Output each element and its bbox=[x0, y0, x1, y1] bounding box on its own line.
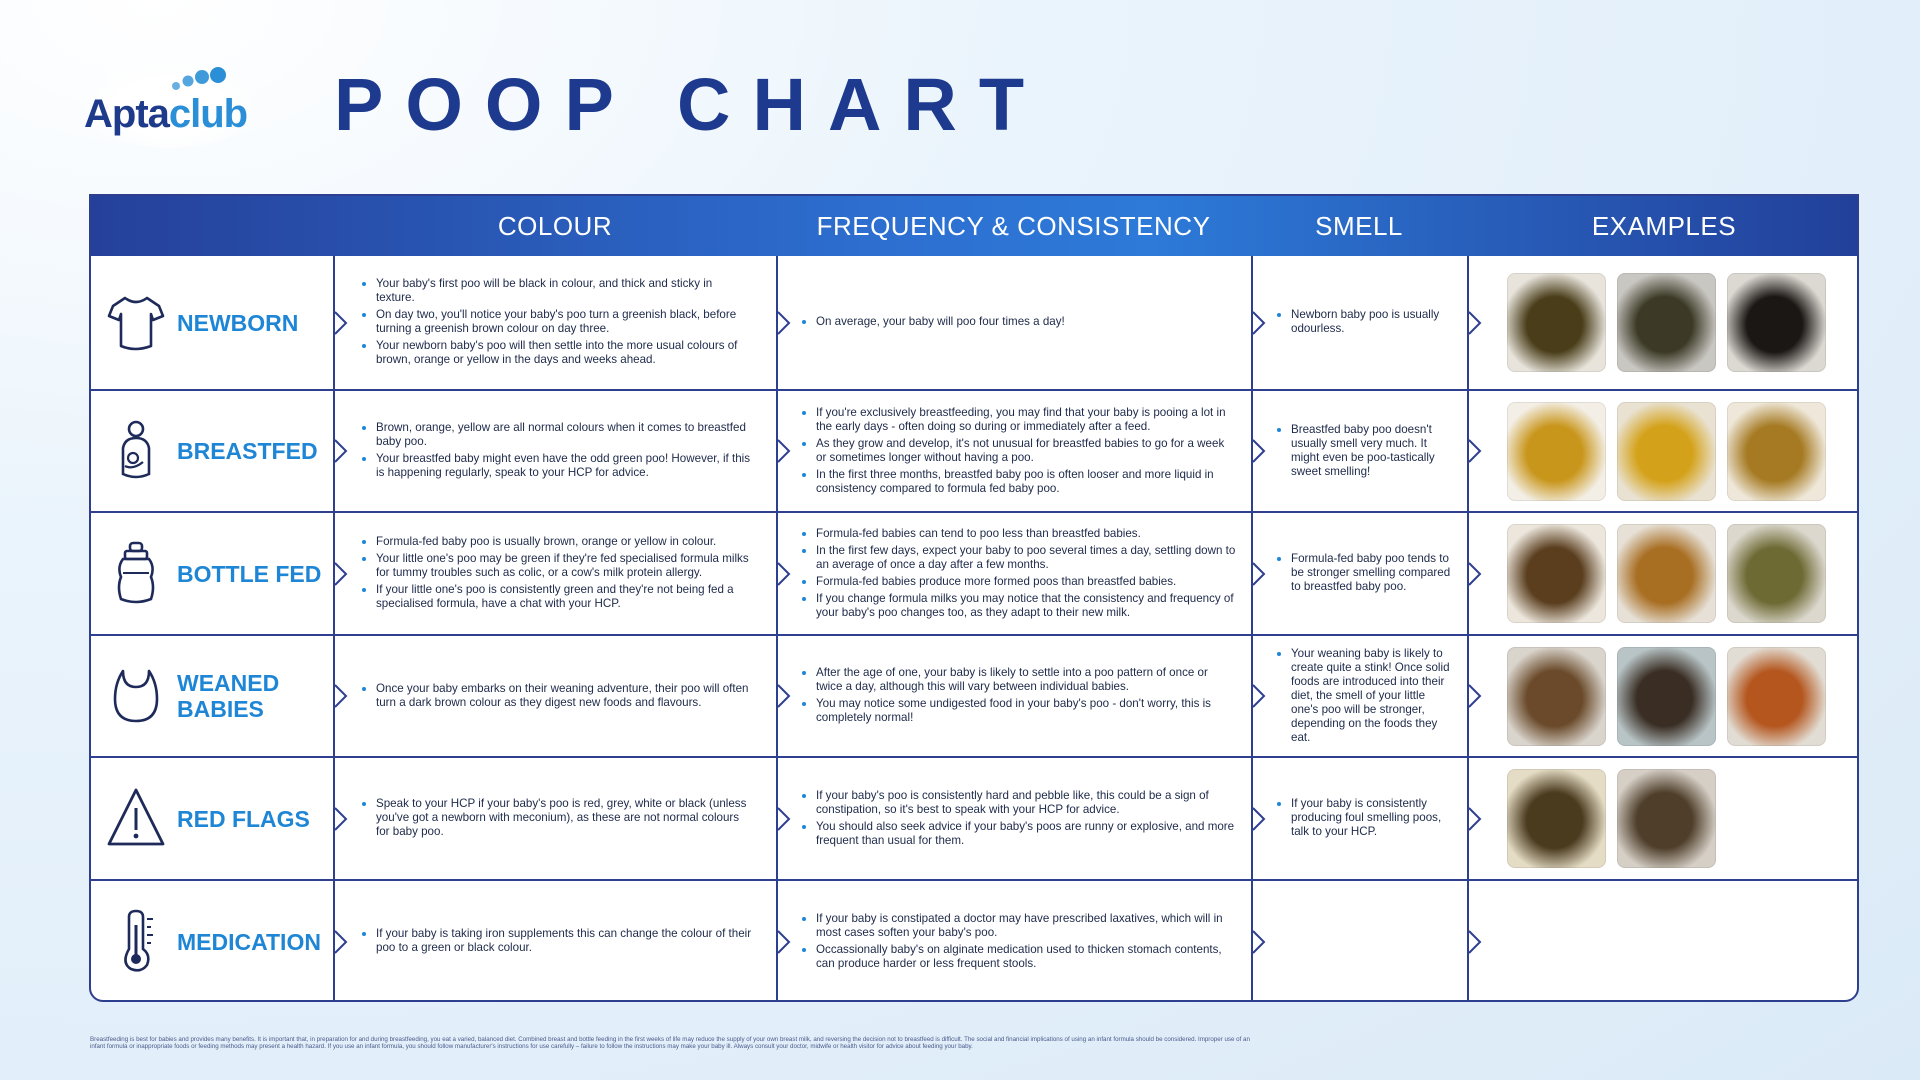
frequency-list bbox=[798, 313, 1065, 332]
newborn-example-2-photo bbox=[1617, 273, 1716, 372]
list-item: Your breastfed baby might even have the odd green poo! However, if this is happening regularly, speak to your HCP for advice. bbox=[376, 452, 751, 479]
list-item: In the first three months, breastfed baby poo is often looser and more liquid in consistency compared to formula fed baby poo. bbox=[816, 468, 1237, 496]
chevron-right-icon bbox=[334, 930, 348, 954]
bottle-fed-example-3-photo bbox=[1727, 524, 1826, 623]
weaned-example-2-photo bbox=[1617, 647, 1716, 746]
bottle-fed-example-1-photo bbox=[1507, 524, 1606, 623]
chevron-right-icon bbox=[1252, 807, 1266, 831]
logo-wordmark: Aptaclub bbox=[84, 92, 248, 136]
header-frequency: FREQUENCY & CONSISTENCY bbox=[816, 211, 1211, 241]
chevron-right-icon bbox=[1468, 930, 1482, 954]
bottle-fed-example-2-photo bbox=[1617, 524, 1716, 623]
frequency-list bbox=[798, 404, 1237, 499]
list-item: Once your baby embarks on their weaning adventure, their poo will often turn a dark brown colour as they digest new foods and flavours. bbox=[376, 682, 752, 710]
frequency-cell bbox=[776, 256, 1251, 389]
table-row bbox=[91, 511, 1857, 634]
thermometer-icon bbox=[105, 909, 167, 975]
row-label bbox=[91, 636, 333, 756]
list-item: Breastfed baby poo doesn't usually smell very much. It might even be poo-tastically sweet smelling! bbox=[1291, 423, 1455, 479]
chevron-right-icon bbox=[777, 439, 791, 463]
warning-icon bbox=[105, 786, 167, 852]
chevron-right-icon bbox=[334, 562, 348, 586]
smell-cell bbox=[1251, 881, 1467, 1002]
chevron-right-icon bbox=[777, 807, 791, 831]
list-item: Speak to your HCP if your baby's poo is red, grey, white or black (unless you've got a newborn with meconium), as these are not normal colours for baby poo. bbox=[376, 797, 752, 839]
red-flags-example-1-photo bbox=[1507, 769, 1606, 868]
examples-cell bbox=[1467, 636, 1859, 756]
chevron-right-icon bbox=[1468, 439, 1482, 463]
frequency-cell bbox=[776, 758, 1251, 879]
chevron-right-icon bbox=[1252, 684, 1266, 708]
list-item: If your little one's poo is consistently green and they're not being fed a specialised formula, have a chat with your HCP. bbox=[376, 583, 752, 611]
breastfed-example-2-photo bbox=[1617, 402, 1716, 501]
red-flags-example-2-photo bbox=[1617, 769, 1716, 868]
smell-list bbox=[1273, 306, 1455, 339]
examples-cell bbox=[1467, 758, 1859, 879]
smell-cell bbox=[1251, 636, 1467, 756]
chevron-right-icon bbox=[334, 684, 348, 708]
row-label-text: NEWBORN bbox=[177, 309, 299, 336]
row-label-text: BOTTLE FED bbox=[177, 560, 322, 587]
colour-cell bbox=[334, 513, 776, 634]
frequency-list bbox=[798, 525, 1237, 623]
examples-cell bbox=[1467, 256, 1859, 389]
smell-cell bbox=[1251, 256, 1467, 389]
table-row bbox=[91, 756, 1857, 879]
header-examples: EXAMPLES bbox=[1591, 211, 1737, 241]
table-row bbox=[91, 879, 1857, 1002]
breastfed-example-1-photo bbox=[1507, 402, 1606, 501]
chevron-right-icon bbox=[1252, 562, 1266, 586]
list-item: If your baby's poo is consistently hard and pebble like, this could be a sign of constipation, so it's best to speak with your HCP for advice. bbox=[816, 789, 1237, 817]
chevron-right-icon bbox=[777, 930, 791, 954]
list-item: If you're exclusively breastfeeding, you may find that your baby is pooing a lot in the early days - often doing so during or immediately after a feed. bbox=[816, 406, 1237, 434]
frequency-list bbox=[798, 787, 1237, 851]
list-item: Formula-fed baby poo tends to be stronger smelling compared to breastfed baby poo. bbox=[1291, 552, 1455, 594]
colour-cell bbox=[334, 881, 776, 1002]
row-label bbox=[91, 881, 333, 1002]
list-item: Brown, orange, yellow are all normal colours when it comes to breastfed baby poo. bbox=[376, 421, 752, 449]
list-item: Your little one's poo may be green if they're fed specialised formula milks for tummy troubles such as colic, or a cow's milk protein allergy. bbox=[376, 552, 752, 580]
row-label bbox=[91, 758, 333, 879]
table-row bbox=[91, 256, 1857, 389]
colour-list bbox=[358, 925, 752, 958]
bib-icon bbox=[105, 663, 167, 729]
chevron-right-icon bbox=[777, 562, 791, 586]
row-label-line: WEANED bbox=[177, 670, 280, 696]
colour-cell bbox=[334, 758, 776, 879]
colour-cell bbox=[334, 391, 776, 511]
weaned-example-1-photo bbox=[1507, 647, 1606, 746]
baby-bottle-icon bbox=[105, 541, 167, 607]
row-label-text: RED FLAGS bbox=[177, 805, 310, 832]
list-item: Your weaning baby is likely to create quite a stink! Once solid foods are introduced into their diet, the smell of your little one's poo will be stronger, depending on the foods they eat. bbox=[1291, 647, 1455, 745]
list-item: On average, your baby will poo four times a day! bbox=[816, 315, 1065, 328]
newborn-example-3-photo bbox=[1727, 273, 1826, 372]
list-item: If you change formula milks you may notice that the consistency and frequency of your baby's poo changes too, as they adapt to their new milk. bbox=[816, 592, 1237, 620]
row-label-line: BABIES bbox=[177, 696, 264, 722]
row-label-text bbox=[177, 670, 279, 722]
list-item: After the age of one, your baby is likely to settle into a poo pattern of once or twice a day, although this will vary between individual babies. bbox=[816, 666, 1237, 694]
onesie-icon bbox=[105, 290, 167, 356]
row-label bbox=[91, 391, 333, 511]
smell-cell bbox=[1251, 391, 1467, 511]
poop-chart-table bbox=[89, 194, 1859, 1002]
smell-cell bbox=[1251, 513, 1467, 634]
list-item: Your baby's first poo will be black in colour, and thick and sticky in texture. bbox=[376, 277, 752, 305]
chevron-right-icon bbox=[334, 807, 348, 831]
examples-cell bbox=[1467, 391, 1859, 511]
examples-cell bbox=[1467, 513, 1859, 634]
breastfed-example-3-photo bbox=[1727, 402, 1826, 501]
list-item: Newborn baby poo is usually odourless. bbox=[1291, 308, 1455, 336]
smell-list bbox=[1273, 550, 1455, 597]
row-label bbox=[91, 513, 333, 634]
chevron-right-icon bbox=[1252, 311, 1266, 335]
chevron-right-icon bbox=[1468, 684, 1482, 708]
list-item: If your baby is consistently producing foul smelling poos, talk to your HCP. bbox=[1291, 797, 1455, 839]
disclaimer-footer: Breastfeeding is best for babies and provides many benefits. It is important that, in preparation for and during breastfeeding, you eat a varied, balanced diet. Combined breast and bottle feeding in the first weeks of life may reduce the supply of your own breast milk, and reversing the decision not to breastfeed is difficult. The social and financial implications of using an infant formula should be considered. Improper use of an infant formula or inappropriate foods or feeding methods may present a health hazard. If you use an infant formula, you should follow manufacturer's instructions for use carefully – failure to follow the instructions may make your baby ill. Always consult your doctor, midwife or health visitor for advice about feeding your baby. bbox=[90, 1036, 1250, 1051]
newborn-example-1-photo bbox=[1507, 273, 1606, 372]
frequency-cell bbox=[776, 881, 1251, 1002]
chevron-right-icon bbox=[334, 311, 348, 335]
frequency-cell bbox=[776, 391, 1251, 511]
chevron-right-icon bbox=[334, 439, 348, 463]
list-item: Occassionally baby's on alginate medication used to thicken stomach contents, can produce harder or less frequent stools. bbox=[816, 943, 1237, 971]
row-label bbox=[91, 256, 333, 389]
colour-cell bbox=[334, 636, 776, 756]
header-colour: COLOUR bbox=[497, 211, 613, 241]
examples-cell bbox=[1467, 881, 1859, 1002]
row-label-text: MEDICATION bbox=[177, 928, 321, 955]
list-item: Formula-fed baby poo is usually brown, orange or yellow in colour. bbox=[376, 535, 752, 549]
smell-list bbox=[1273, 795, 1455, 842]
frequency-list bbox=[798, 664, 1237, 728]
chevron-right-icon bbox=[1468, 311, 1482, 335]
chevron-right-icon bbox=[1468, 562, 1482, 586]
colour-list bbox=[358, 275, 752, 370]
list-item: On day two, you'll notice your baby's poo turn a greenish black, before turning a greenish brown colour on day three. bbox=[376, 308, 752, 336]
colour-list bbox=[358, 419, 752, 483]
list-item: You may notice some undigested food in your baby's poo - don't worry, this is completely normal! bbox=[816, 697, 1237, 725]
weaned-example-3-photo bbox=[1727, 647, 1826, 746]
chevron-right-icon bbox=[1252, 439, 1266, 463]
list-item: You should also seek advice if your baby's poos are runny or explosive, and more frequent than usual for them. bbox=[816, 820, 1237, 848]
colour-list bbox=[358, 795, 752, 842]
chevron-right-icon bbox=[1252, 930, 1266, 954]
header-smell: SMELL bbox=[1315, 211, 1403, 241]
list-item: In the first few days, expect your baby to poo several times a day, settling down to an average of once a day after a few months. bbox=[816, 543, 1236, 571]
list-item: Formula-fed babies produce more formed poos than breastfed babies. bbox=[816, 575, 1237, 589]
smell-list bbox=[1273, 645, 1455, 748]
colour-cell bbox=[334, 256, 776, 389]
frequency-list bbox=[798, 910, 1237, 974]
table-row bbox=[91, 634, 1857, 756]
aptaclub-logo bbox=[80, 58, 260, 148]
frequency-cell bbox=[776, 513, 1251, 634]
smell-list bbox=[1273, 421, 1455, 482]
row-label-text: BREASTFED bbox=[177, 438, 318, 464]
page-title: POOP CHART bbox=[334, 63, 1047, 146]
chevron-right-icon bbox=[1468, 807, 1482, 831]
list-item: If your baby is taking iron supplements this can change the colour of their poo to a green or black colour. bbox=[376, 927, 752, 954]
chevron-right-icon bbox=[777, 684, 791, 708]
table-header bbox=[91, 196, 1857, 256]
chevron-right-icon bbox=[777, 311, 791, 335]
mother-baby-icon bbox=[105, 418, 167, 484]
frequency-cell bbox=[776, 636, 1251, 756]
smell-cell bbox=[1251, 758, 1467, 879]
colour-list bbox=[358, 533, 752, 614]
table-row bbox=[91, 389, 1857, 511]
list-item: As they grow and develop, it's not unusual for breastfed babies to go for a week or sometimes longer without having a poo. bbox=[816, 437, 1237, 465]
list-item: If your baby is constipated a doctor may have prescribed laxatives, which will in most cases soften your baby's poo. bbox=[816, 912, 1237, 940]
list-item: Formula-fed babies can tend to poo less than breastfed babies. bbox=[816, 527, 1237, 541]
colour-list bbox=[358, 680, 752, 713]
list-item: Your newborn baby's poo will then settle into the more usual colours of brown, orange or yellow in the days and weeks ahead. bbox=[376, 339, 752, 367]
